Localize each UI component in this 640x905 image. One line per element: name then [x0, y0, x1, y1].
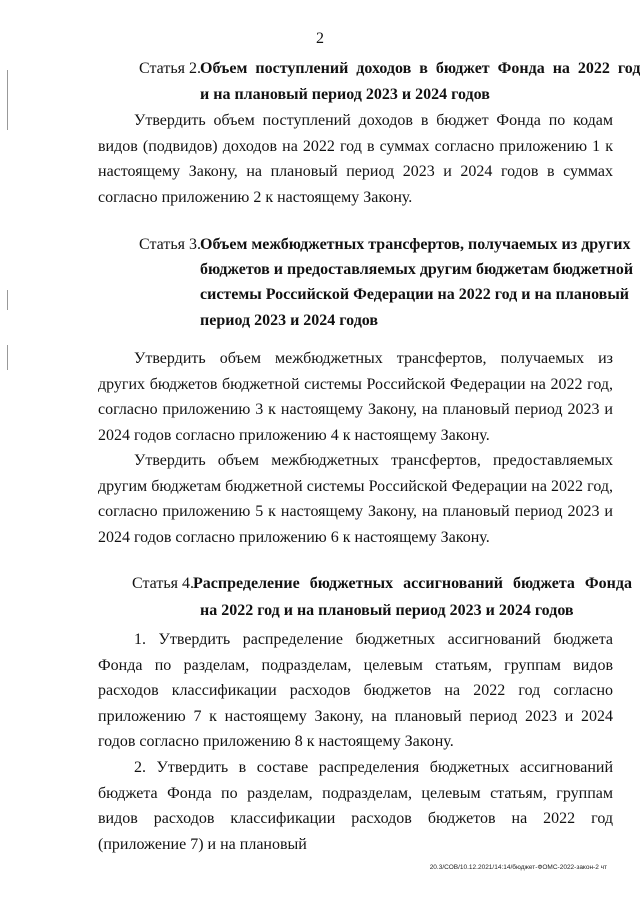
margin-mark: [7, 345, 8, 370]
article-title-line: Объем поступлений доходов в бюджет Фонда на 2022 год: [200, 60, 640, 77]
article-paragraph: 1. Утвердить распределение бюджетных ассигнований бюджета Фонда по разделам, подразделам, целевым статьям, группам видов расходов классификации расходов бюджетов на 2022 год согласно приложению 7 к настоящему Закону, на плановый период 2023 и 2024 годов согласно приложению 8 к настоящему Закону.: [98, 631, 613, 750]
article-paragraph: Утвердить объем поступлений доходов в бюджет Фонда по кодам видов (подвидов) доходов на 2022 год в суммах согласно приложению 1 к настоящему Закону, на плановый период 2023 и 2024 годов в суммах согласно приложению 2 к настоящему Закону.: [98, 112, 613, 206]
page-number: 2: [316, 30, 324, 47]
article-label: Статья 4.: [132, 575, 194, 592]
margin-mark: [7, 290, 8, 310]
article-title-line: Распределение бюджетных ассигнований бюджета Фонда: [193, 575, 632, 592]
article-paragraph: Утвердить объем межбюджетных трансфертов, получаемых из других бюджетов бюджетной системы Российской Федерации на 2022 год, согласно приложению 3 к настоящему Закону, на плановый период 2023 и 2024 годов согласно приложению 4 к настоящему Закону.: [98, 350, 613, 444]
article-title-line: бюджетов и предоставляемых другим бюджетам бюджетной: [200, 261, 634, 278]
document-footer: 20.3/СОВ/10.12.2021/14:14/бюджет-ФОМС-2022-закон-2 чт: [429, 864, 607, 871]
article-title-line: на 2022 год и на плановый период 2023 и 2024 годов: [200, 602, 574, 619]
article-label: Статья 3.: [139, 236, 201, 253]
article-title-line: период 2023 и 2024 годов: [200, 312, 379, 329]
article-title-line: Объем межбюджетных трансфертов, получаемых из других: [200, 236, 631, 253]
margin-mark: [7, 70, 8, 130]
article-paragraph: Утвердить объем межбюджетных трансфертов, предоставляемых другим бюджетам бюджетной системы Российской Федерации на 2022 год, согласно приложению 5 к настоящему Закону, на плановый период 2023 и 2024 годов согласно приложению 6 к настоящему Закону.: [98, 452, 613, 546]
article-title-line: системы Российской Федерации на 2022 год и на плановый: [200, 286, 630, 303]
article-paragraph: 2. Утвердить в составе распределения бюджетных ассигнований бюджета Фонда по разделам, подразделам, целевым статьям, группам видов расходов классификации расходов бюджетов на 2022 год (приложение 7) и на плановый: [98, 759, 613, 853]
article-label: Статья 2.: [139, 60, 201, 77]
article-title-line: и на плановый период 2023 и 2024 годов: [200, 86, 490, 103]
